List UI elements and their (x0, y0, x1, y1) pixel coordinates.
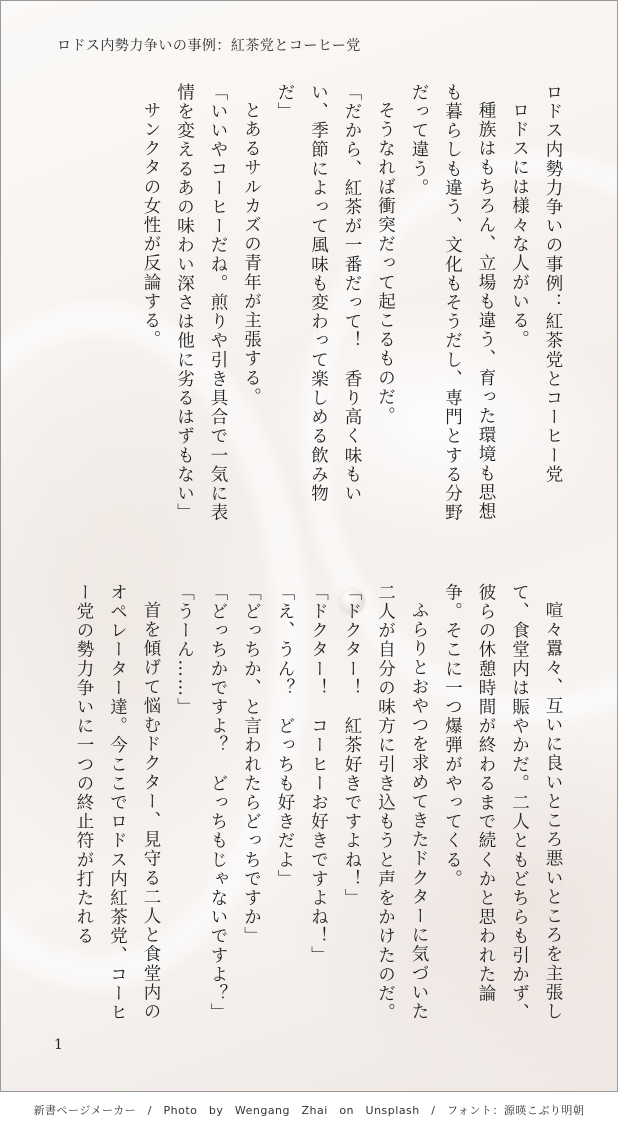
paragraph: 「ドクター！ コーヒーお好きですよね！」 (308, 583, 329, 965)
paragraph: 「どっちかですよ？ どっちもじゃないですよ？」 (208, 583, 228, 1023)
paragraph: 喧々囂々、互いに良いところ悪いところを主張して、食堂内は賑やかだ。二人ともどちらも引かず、彼らの休憩時間が終わるまで続くかと思われた論争。そこに一つ爆弾がやってくる。 (442, 583, 563, 1023)
paragraph: 種族はもちろん、立場も違う、育った環境も思想も暮らしも違う、文化もそうだし、専門とする分野だって違う。 (409, 83, 496, 523)
paragraph: ロドスには様々な人がいる。 (509, 100, 530, 349)
running-head: ロドス内勢力争いの事例：紅茶党とコーヒー党 (57, 38, 361, 54)
credit-line: 新書ページメーカー / Photo by Wengang Zhai on Unsplash / フォント：源暎こぶり明朝 (33, 1104, 585, 1117)
paragraph: ロドス内勢力争いの事例：紅茶党とコーヒー党 (543, 83, 563, 485)
page-number: 1 (54, 1037, 63, 1053)
paragraph: とあるサルカズの青年が主張する。 (241, 100, 262, 407)
paragraph: 「うーん……」 (174, 583, 195, 717)
paragraph: 「どっちか、と言われたらどっちですか」 (241, 583, 262, 946)
text-block-upper (134, 83, 570, 523)
paragraph: サンクタの女性が反論する。 (141, 100, 161, 349)
paragraph: そうなれば衝突だって起こるものだ。 (375, 100, 396, 426)
paragraph: 「ドクター！ 紅茶好きですよね！」 (342, 583, 362, 908)
paragraph: 首を傾げて悩むドクター、見守る二人と食堂内のオペレーター達。今ここでロドス内紅茶党、コーヒー党の勢力争いに一つの終止符が打たれる (74, 583, 161, 1023)
paragraph: 「え、うん？ どっちも好きだよ」 (275, 583, 295, 889)
paragraph: ふらりとおやつを求めてきたドクターに気づいた二人が自分の味方に引き込もうと声をかけたのだ。 (375, 583, 429, 1023)
paragraph: 「いいやコーヒーだね。煎りや引き具合で一気に表情を変えるあの味わい深さは他に劣るはずもない」 (174, 83, 228, 523)
text-block-lower (67, 583, 570, 1023)
paragraph: 「だから、紅茶が一番だって！ 香り高く味もいい、季節によって風味も変わって楽しめる飲み物だ」 (275, 83, 362, 504)
